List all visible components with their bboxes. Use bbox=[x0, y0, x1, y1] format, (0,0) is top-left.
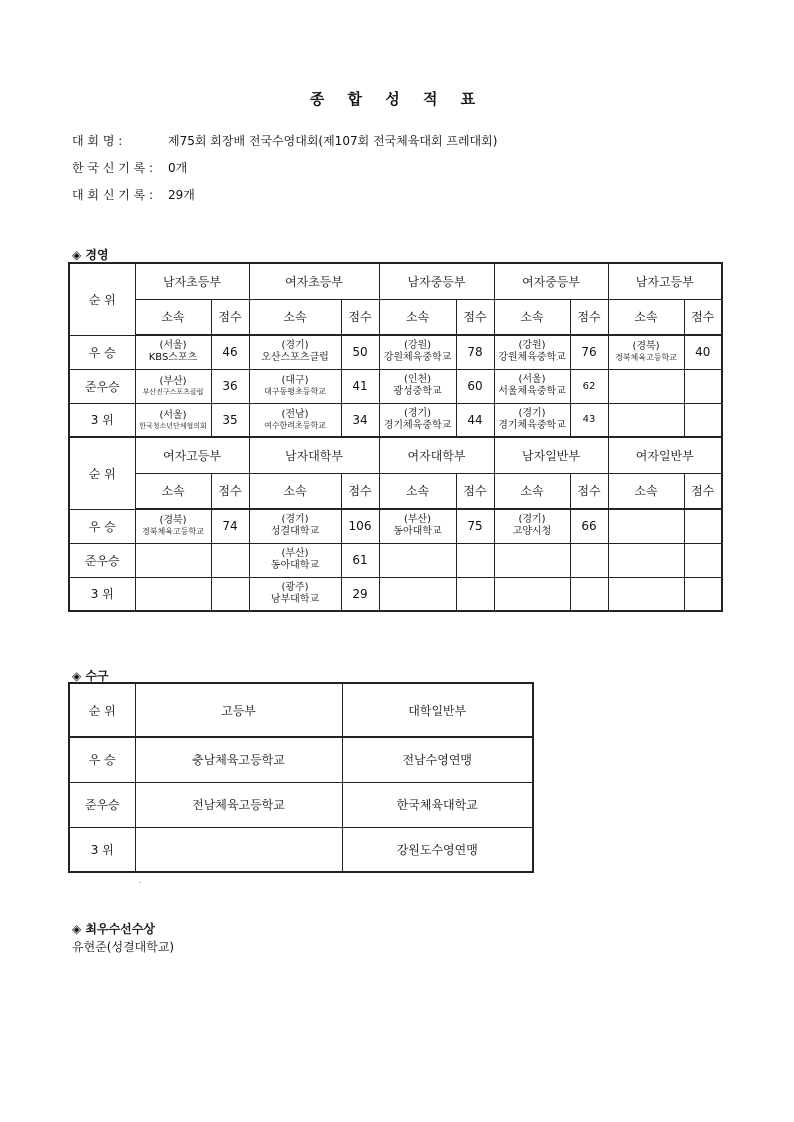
score-header: 점수 bbox=[456, 473, 494, 509]
table-row bbox=[69, 577, 722, 611]
affiliation-cell bbox=[494, 543, 570, 577]
team-name: 동아대학교 bbox=[270, 560, 320, 571]
score-header: 점수 bbox=[684, 473, 722, 509]
rank-header: 순 위 bbox=[69, 437, 135, 509]
team-name: 오산스포츠클럽 bbox=[261, 352, 329, 364]
rank-label: 준우승 bbox=[69, 543, 135, 577]
competition-name: 제75회 회장배 전국수영대회(제107회 전국체육대회 프레대회) bbox=[168, 134, 498, 148]
waterpolo-high-header: 고등부 bbox=[135, 683, 342, 737]
affiliation-cell bbox=[608, 335, 684, 369]
team-name: 동아대학교 bbox=[393, 526, 442, 538]
team-name: 한국청소년단체협의회 bbox=[139, 421, 207, 430]
division-header: 여자대학부 bbox=[379, 437, 494, 473]
affiliation-cell bbox=[135, 403, 211, 437]
score-cell: 62 bbox=[570, 369, 608, 403]
rank-label: 우 승 bbox=[69, 509, 135, 543]
score-cell: 40 bbox=[684, 335, 722, 369]
team-name: 대구동평초등학교 bbox=[264, 387, 326, 397]
score-cell: 106 bbox=[341, 509, 379, 543]
waterpolo-univ-team: 전남수영연맹 bbox=[342, 737, 533, 782]
region: (경기) bbox=[518, 407, 546, 419]
waterpolo-univ-team: 한국체육대학교 bbox=[342, 782, 533, 827]
waterpolo-rank-header: 순 위 bbox=[69, 683, 135, 737]
region: (경북) bbox=[159, 515, 187, 527]
affiliation-cell bbox=[379, 369, 456, 403]
affiliation-cell bbox=[608, 369, 684, 403]
page-title: 종 합 성 적 표 bbox=[309, 90, 485, 108]
score-cell: 29 bbox=[341, 577, 379, 611]
waterpolo-heading: ◈ 수구 bbox=[72, 669, 109, 683]
affiliation-cell bbox=[494, 509, 570, 543]
team-name: 경북체육고등학교 bbox=[615, 353, 677, 363]
rank-label: 우 승 bbox=[69, 335, 135, 369]
waterpolo-results-table bbox=[68, 682, 534, 873]
region: (경북) bbox=[632, 341, 660, 353]
region: (인천) bbox=[403, 374, 432, 385]
affiliation-cell bbox=[494, 335, 570, 369]
region: (경기) bbox=[281, 514, 309, 526]
region: (광주) bbox=[281, 581, 309, 593]
team-name: 경기체육중학교 bbox=[383, 419, 452, 431]
score-cell: 46 bbox=[211, 335, 249, 369]
region: (서울) bbox=[159, 409, 187, 421]
table-row bbox=[69, 782, 533, 827]
score-cell: 44 bbox=[456, 403, 494, 437]
team-name: KBS스포츠 bbox=[148, 352, 198, 364]
division-header: 남자일반부 bbox=[494, 437, 608, 473]
division-header: 남자초등부 bbox=[135, 263, 249, 299]
swimming-section-2 bbox=[69, 437, 722, 611]
score-cell bbox=[570, 543, 608, 577]
affiliation-header: 소속 bbox=[379, 473, 456, 509]
division-header: 여자중등부 bbox=[494, 263, 608, 299]
affiliation-cell bbox=[249, 403, 341, 437]
footnote-mark: . bbox=[139, 877, 142, 885]
waterpolo-univ-header: 대학일반부 bbox=[342, 683, 533, 737]
score-cell: 61 bbox=[341, 543, 379, 577]
division-header: 여자초등부 bbox=[249, 263, 379, 299]
score-cell: 34 bbox=[341, 403, 379, 437]
affiliation-cell bbox=[379, 509, 456, 543]
meet-record-label: 대 회 신 기 록 : bbox=[72, 188, 154, 202]
score-header: 점수 bbox=[211, 473, 249, 509]
korean-record-value: 0개 bbox=[168, 161, 188, 175]
rank-label: 준우승 bbox=[69, 369, 135, 403]
region: (부산) bbox=[403, 514, 432, 526]
mvp-name: 유현준(성결대학교) bbox=[72, 940, 175, 954]
team-name: 고양시청 bbox=[512, 526, 552, 538]
score-cell: 75 bbox=[456, 509, 494, 543]
affiliation-cell bbox=[608, 509, 684, 543]
score-cell bbox=[684, 403, 722, 437]
affiliation-header: 소속 bbox=[494, 473, 570, 509]
score-cell bbox=[570, 577, 608, 611]
affiliation-header: 소속 bbox=[379, 299, 456, 335]
waterpolo-high-team: 충남체육고등학교 bbox=[135, 737, 342, 782]
waterpolo-high-team bbox=[135, 827, 342, 872]
score-header: 점수 bbox=[684, 299, 722, 335]
score-header: 점수 bbox=[570, 473, 608, 509]
affiliation-cell bbox=[494, 403, 570, 437]
rank-label: 우 승 bbox=[69, 737, 135, 782]
meet-record-line bbox=[72, 186, 195, 203]
region: (대구) bbox=[281, 375, 309, 387]
table-row bbox=[69, 403, 722, 437]
division-header: 남자대학부 bbox=[249, 437, 379, 473]
affiliation-header: 소속 bbox=[494, 299, 570, 335]
rank-header: 순 위 bbox=[69, 263, 135, 335]
team-name: 성결대학교 bbox=[270, 526, 320, 538]
rank-label: 3 위 bbox=[69, 827, 135, 872]
score-header: 점수 bbox=[211, 299, 249, 335]
competition-line bbox=[72, 132, 497, 149]
affiliation-header: 소속 bbox=[608, 299, 684, 335]
division-header: 여자일반부 bbox=[608, 437, 722, 473]
team-name: 강원체육중학교 bbox=[383, 352, 452, 364]
score-cell bbox=[684, 369, 722, 403]
korean-record-label: 한 국 신 기 록 : bbox=[72, 161, 154, 175]
region: (강원) bbox=[403, 340, 432, 352]
rank-label: 준우승 bbox=[69, 782, 135, 827]
affiliation-cell bbox=[249, 335, 341, 369]
affiliation-header: 소속 bbox=[249, 473, 341, 509]
region: (서울) bbox=[518, 374, 546, 385]
score-header: 점수 bbox=[341, 299, 379, 335]
swimming-results-table bbox=[68, 262, 723, 612]
affiliation-header: 소속 bbox=[608, 473, 684, 509]
table-row bbox=[69, 737, 533, 782]
team-name: 경기체육중학교 bbox=[498, 419, 566, 431]
meet-record-value: 29개 bbox=[168, 188, 195, 202]
mvp-heading: ◈ 최우수선수상 bbox=[72, 922, 155, 936]
waterpolo-univ-team: 강원도수영연맹 bbox=[342, 827, 533, 872]
affiliation-cell bbox=[135, 577, 211, 611]
affiliation-cell bbox=[135, 335, 211, 369]
table-row bbox=[69, 827, 533, 872]
table-row bbox=[69, 335, 722, 369]
score-header: 점수 bbox=[456, 299, 494, 335]
affiliation-cell bbox=[135, 369, 211, 403]
region: (전남) bbox=[281, 408, 309, 420]
table-row bbox=[69, 543, 722, 577]
team-name: 강원체육중학교 bbox=[498, 352, 566, 364]
korean-record-line bbox=[72, 159, 187, 176]
affiliation-cell bbox=[608, 543, 684, 577]
score-header: 점수 bbox=[570, 299, 608, 335]
score-cell bbox=[684, 577, 722, 611]
division-header: 여자고등부 bbox=[135, 437, 249, 473]
region: (경기) bbox=[281, 340, 309, 352]
score-cell: 36 bbox=[211, 369, 249, 403]
affiliation-cell bbox=[249, 509, 341, 543]
region: (경기) bbox=[518, 514, 546, 526]
team-name: 여수한려초등학교 bbox=[264, 420, 326, 430]
affiliation-header: 소속 bbox=[135, 473, 211, 509]
affiliation-cell bbox=[608, 577, 684, 611]
division-header: 남자고등부 bbox=[608, 263, 722, 299]
affiliation-cell bbox=[379, 577, 456, 611]
table-row bbox=[69, 369, 722, 403]
affiliation-cell bbox=[135, 509, 211, 543]
region: (서울) bbox=[159, 340, 187, 352]
affiliation-header: 소속 bbox=[135, 299, 211, 335]
waterpolo-high-team: 전남체육고등학교 bbox=[135, 782, 342, 827]
score-cell: 78 bbox=[456, 335, 494, 369]
affiliation-cell bbox=[379, 543, 456, 577]
region: (부산) bbox=[159, 375, 187, 387]
score-cell bbox=[684, 509, 722, 543]
affiliation-cell bbox=[608, 403, 684, 437]
score-cell: 66 bbox=[570, 509, 608, 543]
score-cell: 74 bbox=[211, 509, 249, 543]
score-cell: 60 bbox=[456, 369, 494, 403]
score-header: 점수 bbox=[341, 473, 379, 509]
affiliation-cell bbox=[135, 543, 211, 577]
team-name: 남부대학교 bbox=[270, 593, 320, 605]
region: (부산) bbox=[281, 548, 309, 559]
score-cell bbox=[456, 543, 494, 577]
team-name: 서울체육중학교 bbox=[498, 386, 566, 397]
score-cell bbox=[456, 577, 494, 611]
team-name: 부산진구스포츠클럽 bbox=[142, 387, 204, 396]
affiliation-cell bbox=[494, 369, 570, 403]
affiliation-cell bbox=[249, 369, 341, 403]
team-name: 광성중학교 bbox=[393, 386, 442, 397]
affiliation-cell bbox=[249, 543, 341, 577]
rank-label: 3 위 bbox=[69, 577, 135, 611]
score-cell: 76 bbox=[570, 335, 608, 369]
affiliation-cell bbox=[379, 335, 456, 369]
swimming-section-1 bbox=[69, 263, 722, 437]
score-cell: 35 bbox=[211, 403, 249, 437]
team-name: 경북체육고등학교 bbox=[142, 527, 204, 537]
table-row bbox=[69, 509, 722, 543]
affiliation-cell bbox=[494, 577, 570, 611]
affiliation-header: 소속 bbox=[249, 299, 341, 335]
score-cell: 50 bbox=[341, 335, 379, 369]
affiliation-cell bbox=[379, 403, 456, 437]
rank-label: 3 위 bbox=[69, 403, 135, 437]
competition-label: 대 회 명 : bbox=[72, 134, 123, 148]
score-cell: 41 bbox=[341, 369, 379, 403]
affiliation-cell bbox=[249, 577, 341, 611]
score-cell bbox=[684, 543, 722, 577]
region: (경기) bbox=[403, 407, 432, 419]
score-cell bbox=[211, 577, 249, 611]
swimming-heading: ◈ 경영 bbox=[72, 248, 109, 262]
score-cell bbox=[211, 543, 249, 577]
division-header: 남자중등부 bbox=[379, 263, 494, 299]
score-cell: 43 bbox=[570, 403, 608, 437]
region: (강원) bbox=[518, 340, 546, 352]
